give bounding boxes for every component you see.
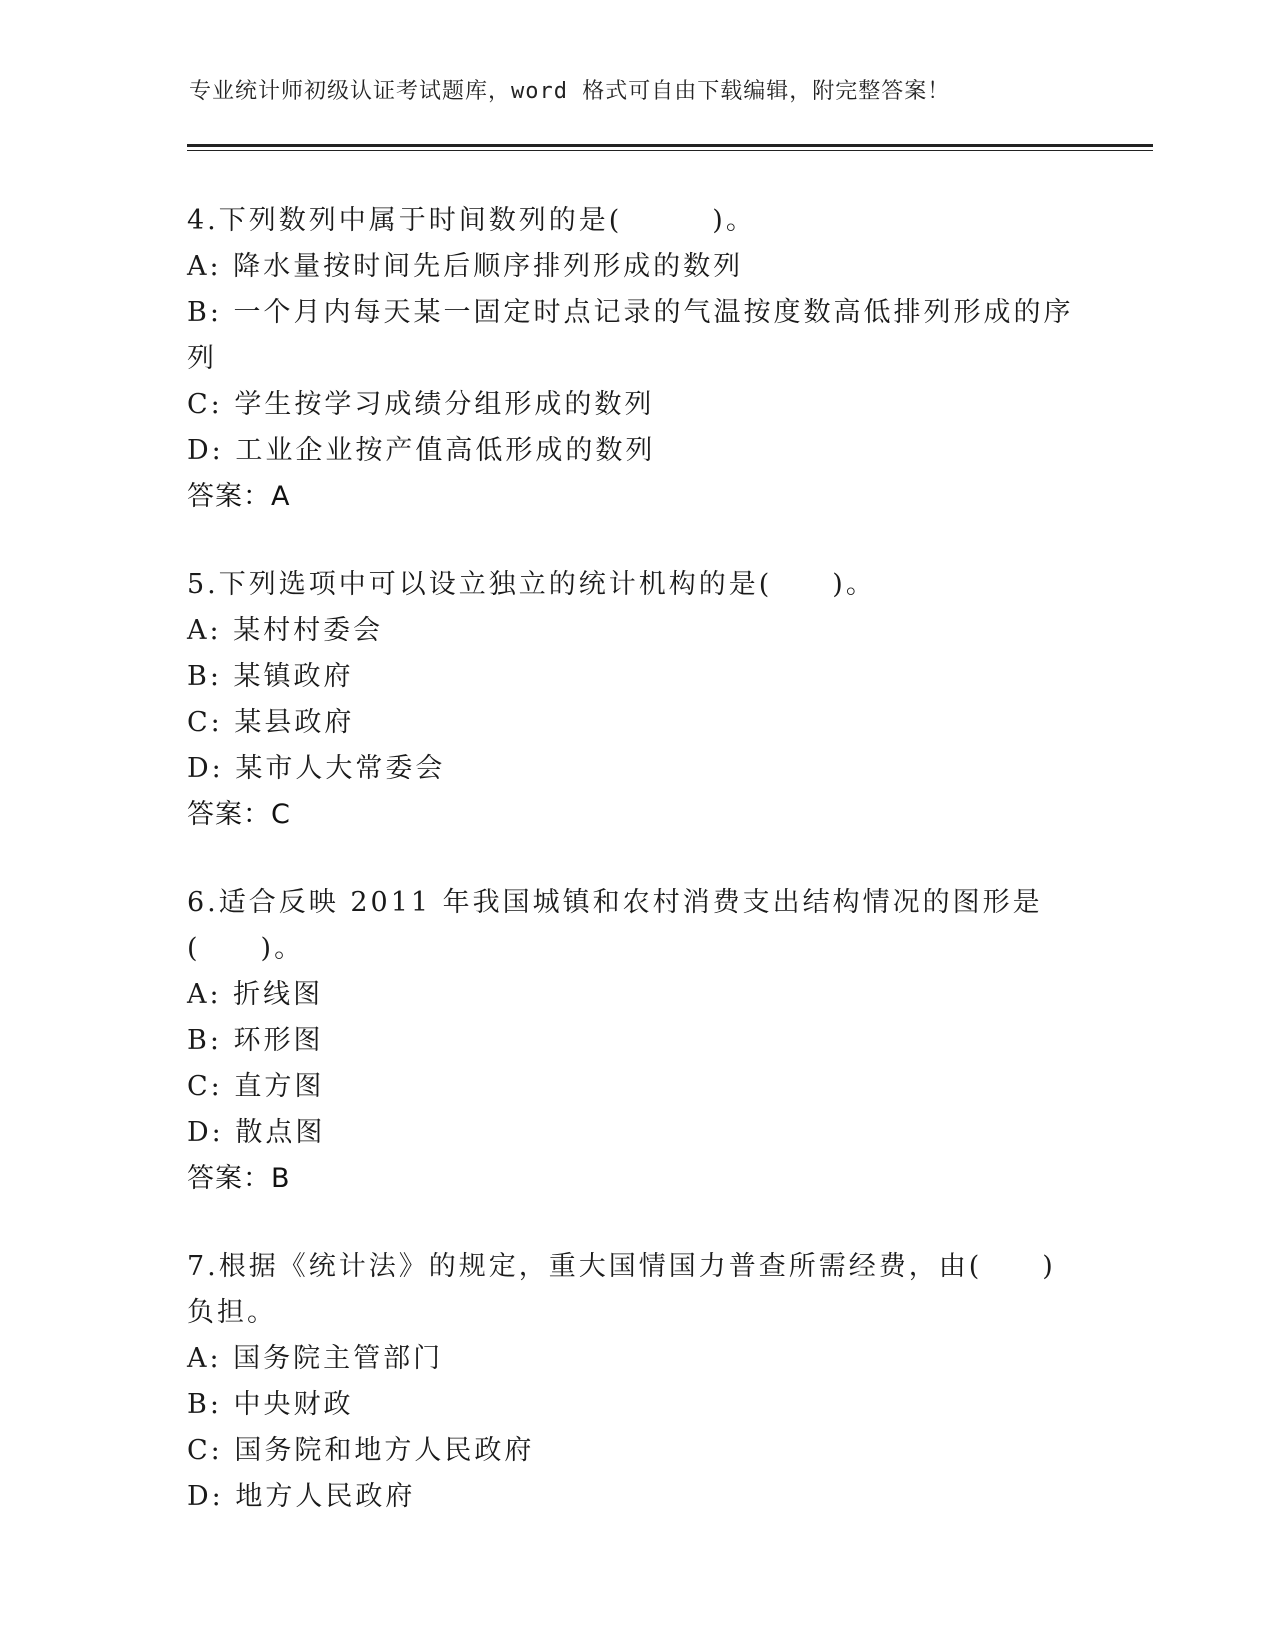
question-stem: 7.根据《统计法》的规定，重大国情国力普查所需经费，由( )负担。 xyxy=(187,1251,1056,1328)
question-4 xyxy=(187,198,1087,520)
option-d: D: 地方人民政府 xyxy=(187,1481,416,1512)
option-c: C: 某县政府 xyxy=(187,707,355,738)
option-a: A: 折线图 xyxy=(187,979,324,1010)
question-list xyxy=(187,198,1087,1562)
question-stem: 4.下列数列中属于时间数列的是( )。 xyxy=(187,205,756,236)
header-divider-thick xyxy=(187,144,1153,147)
question-6 xyxy=(187,880,1087,1202)
option-b: B: 某镇政府 xyxy=(187,661,354,692)
question-7 xyxy=(187,1244,1087,1520)
option-a: A: 降水量按时间先后顺序排列形成的数列 xyxy=(187,251,744,282)
answer-text: 答案：B xyxy=(187,1163,291,1194)
option-b: B: 环形图 xyxy=(187,1025,324,1056)
header-divider-thin xyxy=(187,150,1153,151)
option-a: A: 国务院主管部门 xyxy=(187,1343,444,1374)
answer-text: 答案：A xyxy=(187,481,291,512)
option-b: B: 中央财政 xyxy=(187,1389,354,1420)
question-stem: 6.适合反映 2011 年我国城镇和农村消费支出结构情况的图形是( )。 xyxy=(187,887,1043,964)
option-c: C: 国务院和地方人民政府 xyxy=(187,1435,535,1466)
option-d: D: 散点图 xyxy=(187,1117,326,1148)
question-5 xyxy=(187,562,1087,838)
question-stem: 5.下列选项中可以设立独立的统计机构的是( )。 xyxy=(187,569,876,600)
answer-text: 答案：C xyxy=(187,799,291,830)
option-c: C: 学生按学习成绩分组形成的数列 xyxy=(187,389,655,420)
option-c: C: 直方图 xyxy=(187,1071,325,1102)
option-d: D: 某市人大常委会 xyxy=(187,753,446,784)
option-b: B: 一个月内每天某一固定时点记录的气温按度数高低排列形成的序列 xyxy=(187,297,1074,374)
page-header: 专业统计师初级认证考试题库，word 格式可自由下载编辑，附完整答案！ xyxy=(189,79,951,104)
option-d: D: 工业企业按产值高低形成的数列 xyxy=(187,435,656,466)
option-a: A: 某村村委会 xyxy=(187,615,384,646)
